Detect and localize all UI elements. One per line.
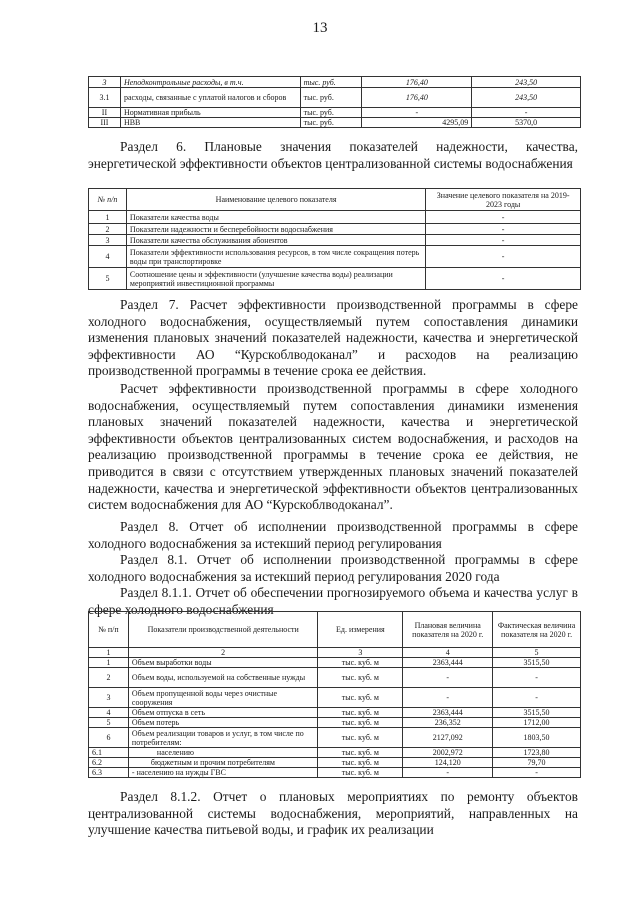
row-name: населению <box>128 748 318 758</box>
indicators-table <box>88 188 581 290</box>
section-7-paragraph-1: Раздел 7. Расчет эффективности производственной программы в сфере холодного водоснабжения, осуществляемый путем сопоставления динамики изменения плановых значений показателей надежности, качества и энергетической эффективности АО “Курскоблводоканал” и расходов на реализацию производственной программы в течение срока ее действия. <box>88 297 578 379</box>
col-number: 2 <box>128 648 318 658</box>
column-number-row <box>89 648 581 658</box>
row-num: 1 <box>89 211 127 224</box>
header-plan: Плановая величина показателя на 2020 г. <box>403 612 493 648</box>
section-8-1-2-paragraph: Раздел 8.1.2. Отчет о плановых мероприятиях по ремонту объектов централизованной системы водоснабжения, мероприятий, направленных на улучшение качества питьевой воды, и график их реализации <box>88 789 578 838</box>
table-row <box>89 748 581 758</box>
row-plan: 124,120 <box>403 758 493 768</box>
row-unit: тыс. руб. <box>300 77 362 88</box>
section-8-paragraph-1: Раздел 8. Отчет об исполнении производственной программы в сфере холодного водоснабжения за истекший период регулирования <box>88 519 578 551</box>
row-value: - <box>426 246 581 268</box>
row-value-1: 4295,09 <box>362 118 472 128</box>
row-num: 5 <box>89 718 129 728</box>
row-name: - населению на нужды ГВС <box>128 768 318 778</box>
row-fact: - <box>493 668 581 688</box>
table-row <box>89 718 581 728</box>
row-num: 2 <box>89 224 127 235</box>
row-value: - <box>426 268 581 290</box>
row-unit: тыс. руб. <box>300 118 362 128</box>
table-row <box>89 728 581 748</box>
row-value-2: 243,50 <box>472 77 581 88</box>
row-num: 6.3 <box>89 768 129 778</box>
row-plan: 2002,972 <box>403 748 493 758</box>
row-fact: - <box>493 688 581 708</box>
row-name: Объем реализации товаров и услуг, в том числе по потребителям: <box>128 728 318 748</box>
row-num: 4 <box>89 246 127 268</box>
table-row <box>89 268 581 290</box>
row-value-2: 5370,0 <box>472 118 581 128</box>
table-row <box>89 77 581 88</box>
header-num: № п/п <box>89 612 129 648</box>
col-number: 5 <box>493 648 581 658</box>
row-num: 4 <box>89 708 129 718</box>
table-row <box>89 768 581 778</box>
row-num: 3.1 <box>89 88 121 108</box>
table-row <box>89 118 581 128</box>
production-table <box>88 611 581 778</box>
row-num: 6.1 <box>89 748 129 758</box>
row-fact: 3515,50 <box>493 708 581 718</box>
row-num: 6 <box>89 728 129 748</box>
row-name: Показатели качества обслуживания абонентов <box>126 235 425 246</box>
row-fact: 3515,50 <box>493 658 581 668</box>
header-indicator: Показатели производственной деятельности <box>128 612 318 648</box>
row-num: II <box>89 108 121 118</box>
row-value-1: 176,40 <box>362 88 472 108</box>
row-value-1: - <box>362 108 472 118</box>
row-unit: тыс. куб. м <box>318 758 403 768</box>
table-header-row <box>89 189 581 211</box>
row-unit: тыс. куб. м <box>318 718 403 728</box>
row-value: - <box>426 224 581 235</box>
row-fact: 1723,80 <box>493 748 581 758</box>
row-num: 6.2 <box>89 758 129 768</box>
table-row <box>89 211 581 224</box>
row-plan: - <box>403 668 493 688</box>
table-row <box>89 246 581 268</box>
table-row <box>89 88 581 108</box>
section-8-1-1-paragraph: Раздел 8.1.1. Отчет об обеспечении прогнозируемого объема и качества услуг в сфере холодного водоснабжения <box>88 585 578 617</box>
row-num: 2 <box>89 668 129 688</box>
row-plan: - <box>403 768 493 778</box>
row-plan: - <box>403 688 493 708</box>
row-num: 3 <box>89 235 127 246</box>
header-fact: Фактическая величина показателя на 2020 г. <box>493 612 581 648</box>
page-number: 13 <box>312 20 328 36</box>
row-name: Неподконтрольные расходы, в т.ч. <box>120 77 300 88</box>
row-name: расходы, связанные с уплатой налогов и сборов <box>120 88 300 108</box>
col-number: 1 <box>89 648 129 658</box>
row-name: бюджетным и прочим потребителям <box>128 758 318 768</box>
row-name: Объем выработки воды <box>128 658 318 668</box>
col-number: 3 <box>318 648 403 658</box>
row-name: Объем пропущенной воды через очистные сооружения <box>128 688 318 708</box>
header-num: № п/п <box>89 189 127 211</box>
row-value-2: - <box>472 108 581 118</box>
section-6-title: Раздел 6. Плановые значения показателей надежности, качества, энергетической эффективности объектов централизованной системы водоснабжения <box>88 139 578 171</box>
table-row <box>89 235 581 246</box>
row-unit: тыс. куб. м <box>318 748 403 758</box>
row-plan: 2363,444 <box>403 658 493 668</box>
row-num: 3 <box>89 688 129 708</box>
section-7-paragraph-2: Расчет эффективности производственной программы в сфере холодного водоснабжения, осуществляемый путем сопоставления динамики изменения плановых значений показателей надежности, качества и энергетической эффективности объектов централизованных систем водоснабжения, и расходов на реализацию производственной программы в течение срока ее действия, не приводится в связи с отсутствием утвержденных плановых значений показателей надежности, качества и энергетической эффективности объектов централизованных систем водоснабжения для АО “Курскоблводоканал”. <box>88 381 578 513</box>
row-plan: 2363,444 <box>403 708 493 718</box>
row-name: Объем отпуска в сеть <box>128 708 318 718</box>
row-unit: тыс. куб. м <box>318 708 403 718</box>
row-unit: тыс. куб. м <box>318 668 403 688</box>
row-name: Показатели эффективности использования ресурсов, в том числе сокращения потерь воды при транспортировке <box>126 246 425 268</box>
row-unit: тыс. куб. м <box>318 768 403 778</box>
row-name: Соотношение цены и эффективности (улучшение качества воды) реализации мероприятий инвестиционной программы <box>126 268 425 290</box>
row-name: Показатели надежности и бесперебойности водоснабжения <box>126 224 425 235</box>
row-name: Нормативная прибыль <box>120 108 300 118</box>
row-plan: 236,352 <box>403 718 493 728</box>
table-row <box>89 224 581 235</box>
table-row <box>89 688 581 708</box>
row-fact: 1803,50 <box>493 728 581 748</box>
table-row <box>89 708 581 718</box>
row-unit: тыс. руб. <box>300 108 362 118</box>
header-name: Наименование целевого показателя <box>126 189 425 211</box>
row-num: III <box>89 118 121 128</box>
header-value: Значение целевого показателя на 2019-2023 годы <box>426 189 581 211</box>
row-plan: 2127,092 <box>403 728 493 748</box>
row-fact: 79,70 <box>493 758 581 768</box>
row-num: 5 <box>89 268 127 290</box>
table-row <box>89 758 581 768</box>
row-value: - <box>426 211 581 224</box>
row-value: - <box>426 235 581 246</box>
row-name: НВВ <box>120 118 300 128</box>
row-name: Объем потерь <box>128 718 318 728</box>
row-unit: тыс. куб. м <box>318 658 403 668</box>
row-num: 1 <box>89 658 129 668</box>
table-row <box>89 668 581 688</box>
table-header-row <box>89 612 581 648</box>
row-value-2: 243,50 <box>472 88 581 108</box>
row-name: Показатели качества воды <box>126 211 425 224</box>
header-unit: Ед. измерения <box>318 612 403 648</box>
row-value-1: 176,40 <box>362 77 472 88</box>
table-row <box>89 108 581 118</box>
table-row <box>89 658 581 668</box>
row-num: 3 <box>89 77 121 88</box>
row-name: Объем воды, используемой на собственные нужды <box>128 668 318 688</box>
col-number: 4 <box>403 648 493 658</box>
section-8-1-paragraph: Раздел 8.1. Отчет об исполнении производственной программы в сфере холодного водоснабжения за истекший период регулирования 2020 года <box>88 552 578 584</box>
row-fact: 1712,00 <box>493 718 581 728</box>
row-unit: тыс. куб. м <box>318 728 403 748</box>
row-unit: тыс. куб. м <box>318 688 403 708</box>
row-fact: - <box>493 768 581 778</box>
row-unit: тыс. руб. <box>300 88 362 108</box>
financial-table <box>88 76 581 128</box>
